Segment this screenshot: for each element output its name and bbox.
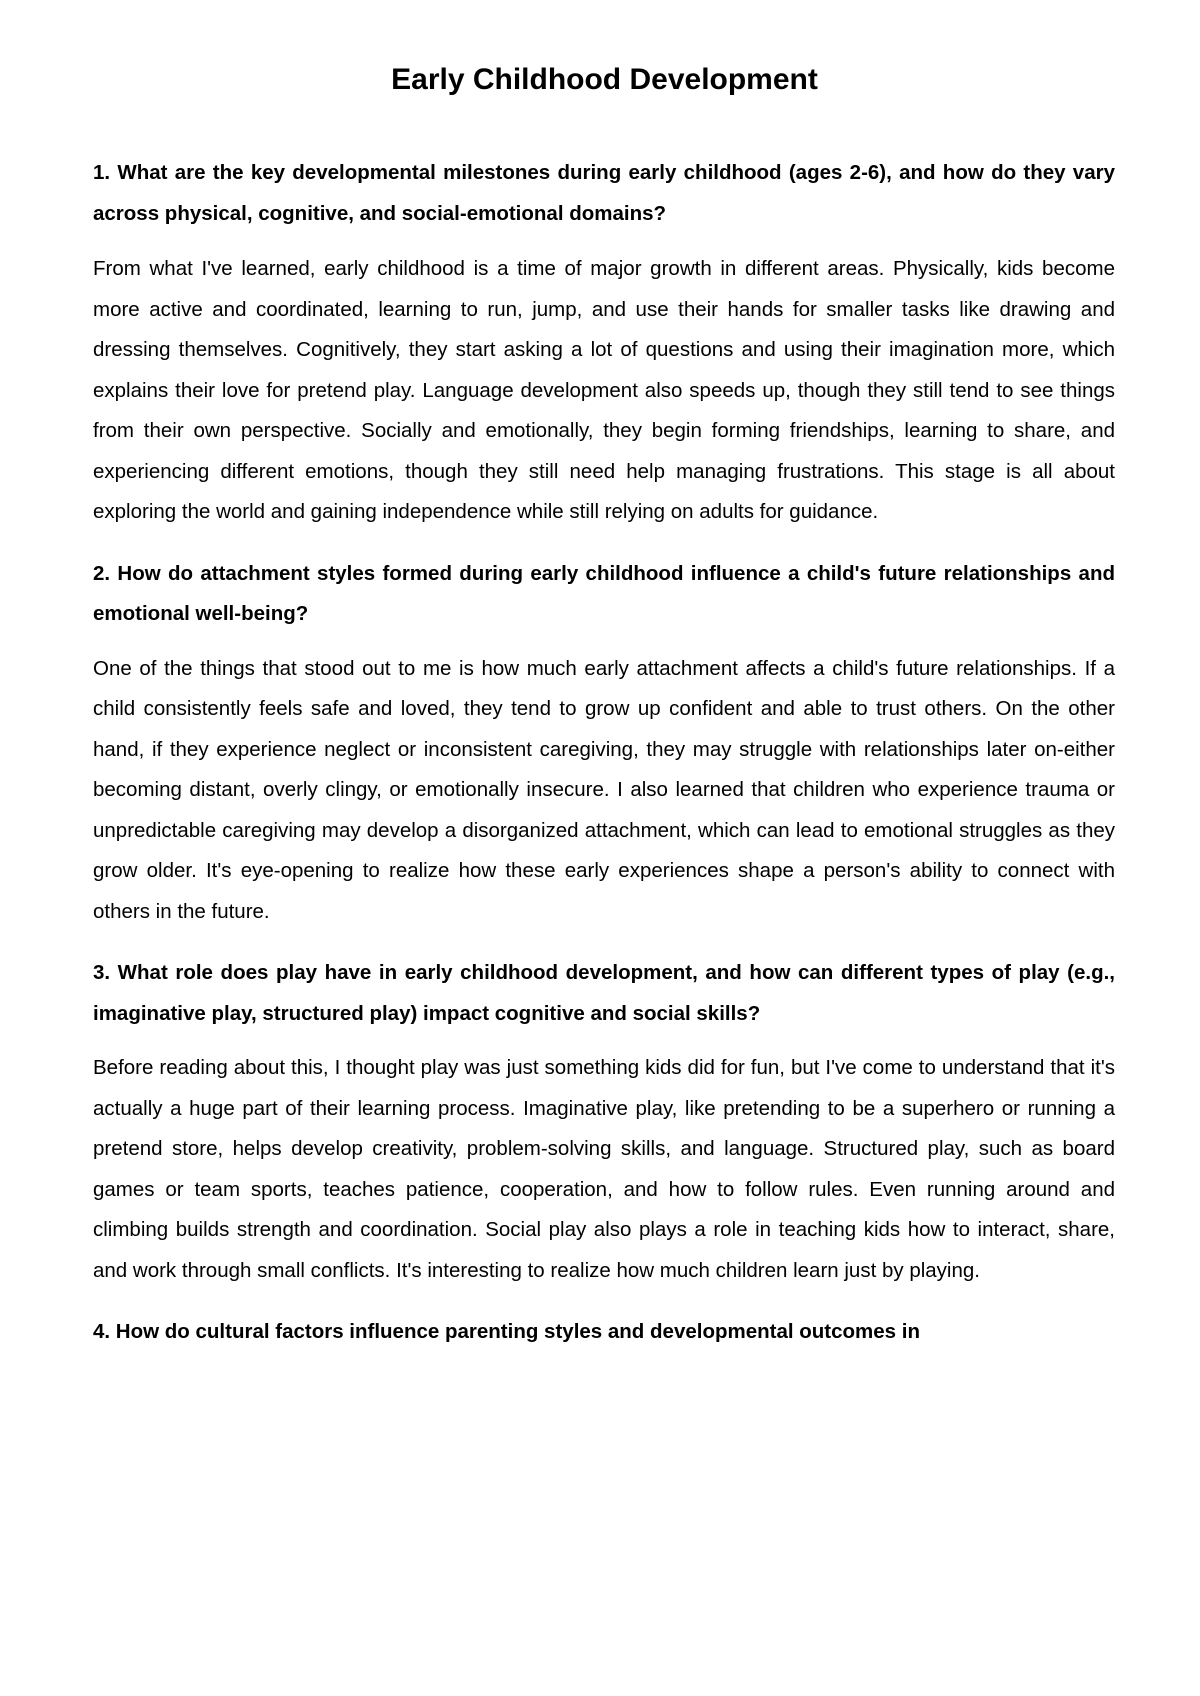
document-page	[93, 60, 1115, 1353]
question-3: 3. What role does play have in early childhood development, and how can different types of play (e.g., imaginative play, structured play) impact cognitive and social skills?	[93, 961, 1115, 1025]
answer-2: One of the things that stood out to me is how much early attachment affects a child's future relationships. If a child consistently feels safe and loved, they tend to grow up confident and able to trust others. On the other hand, if they experience neglect or inconsistent caregiving, they may struggle with relationships later on-either becoming distant, overly clingy, or emotionally insecure. I also learned that children who experience trauma or unpredictable caregiving may develop a disorganized attachment, which can lead to emotional struggles as they grow older. It's eye-opening to realize how these early experiences shape a person's ability to connect with others in the future.	[93, 656, 1115, 923]
answer-3: Before reading about this, I thought play was just something kids did for fun, but I've come to understand that it's actually a huge part of their learning process. Imaginative play, like pretending to be a superhero or running a pretend store, helps develop creativity, problem-solving skills, and language. Structured play, such as board games or team sports, teaches patience, cooperation, and how to follow rules. Even running around and climbing builds strength and coordination. Social play also plays a role in teaching kids how to interact, share, and work through small conflicts. It's interesting to realize how much children learn just by playing.	[93, 1056, 1115, 1282]
question-2: 2. How do attachment styles formed during early childhood influence a child's future relationships and emotional well-being?	[93, 561, 1115, 625]
question-4: 4. How do cultural factors influence parenting styles and developmental outcomes in	[93, 1320, 920, 1343]
document-title: Early Childhood Development	[391, 63, 818, 96]
answer-1: From what I've learned, early childhood is a time of major growth in different areas. Physically, kids become more active and coordinated, learning to run, jump, and use their hands for smaller tasks like drawing and dressing themselves. Cognitively, they start asking a lot of questions and using their imagination more, which explains their love for pretend play. Language development also speeds up, though they still tend to see things from their own perspective. Socially and emotionally, they begin forming friendships, learning to share, and experiencing different emotions, though they still need help managing frustrations. This stage is all about exploring the world and gaining independence while still relying on adults for guidance.	[93, 257, 1115, 523]
question-1: 1. What are the key developmental milestones during early childhood (ages 2-6), and how do they vary across physical, cognitive, and social-emotional domains?	[93, 161, 1115, 225]
